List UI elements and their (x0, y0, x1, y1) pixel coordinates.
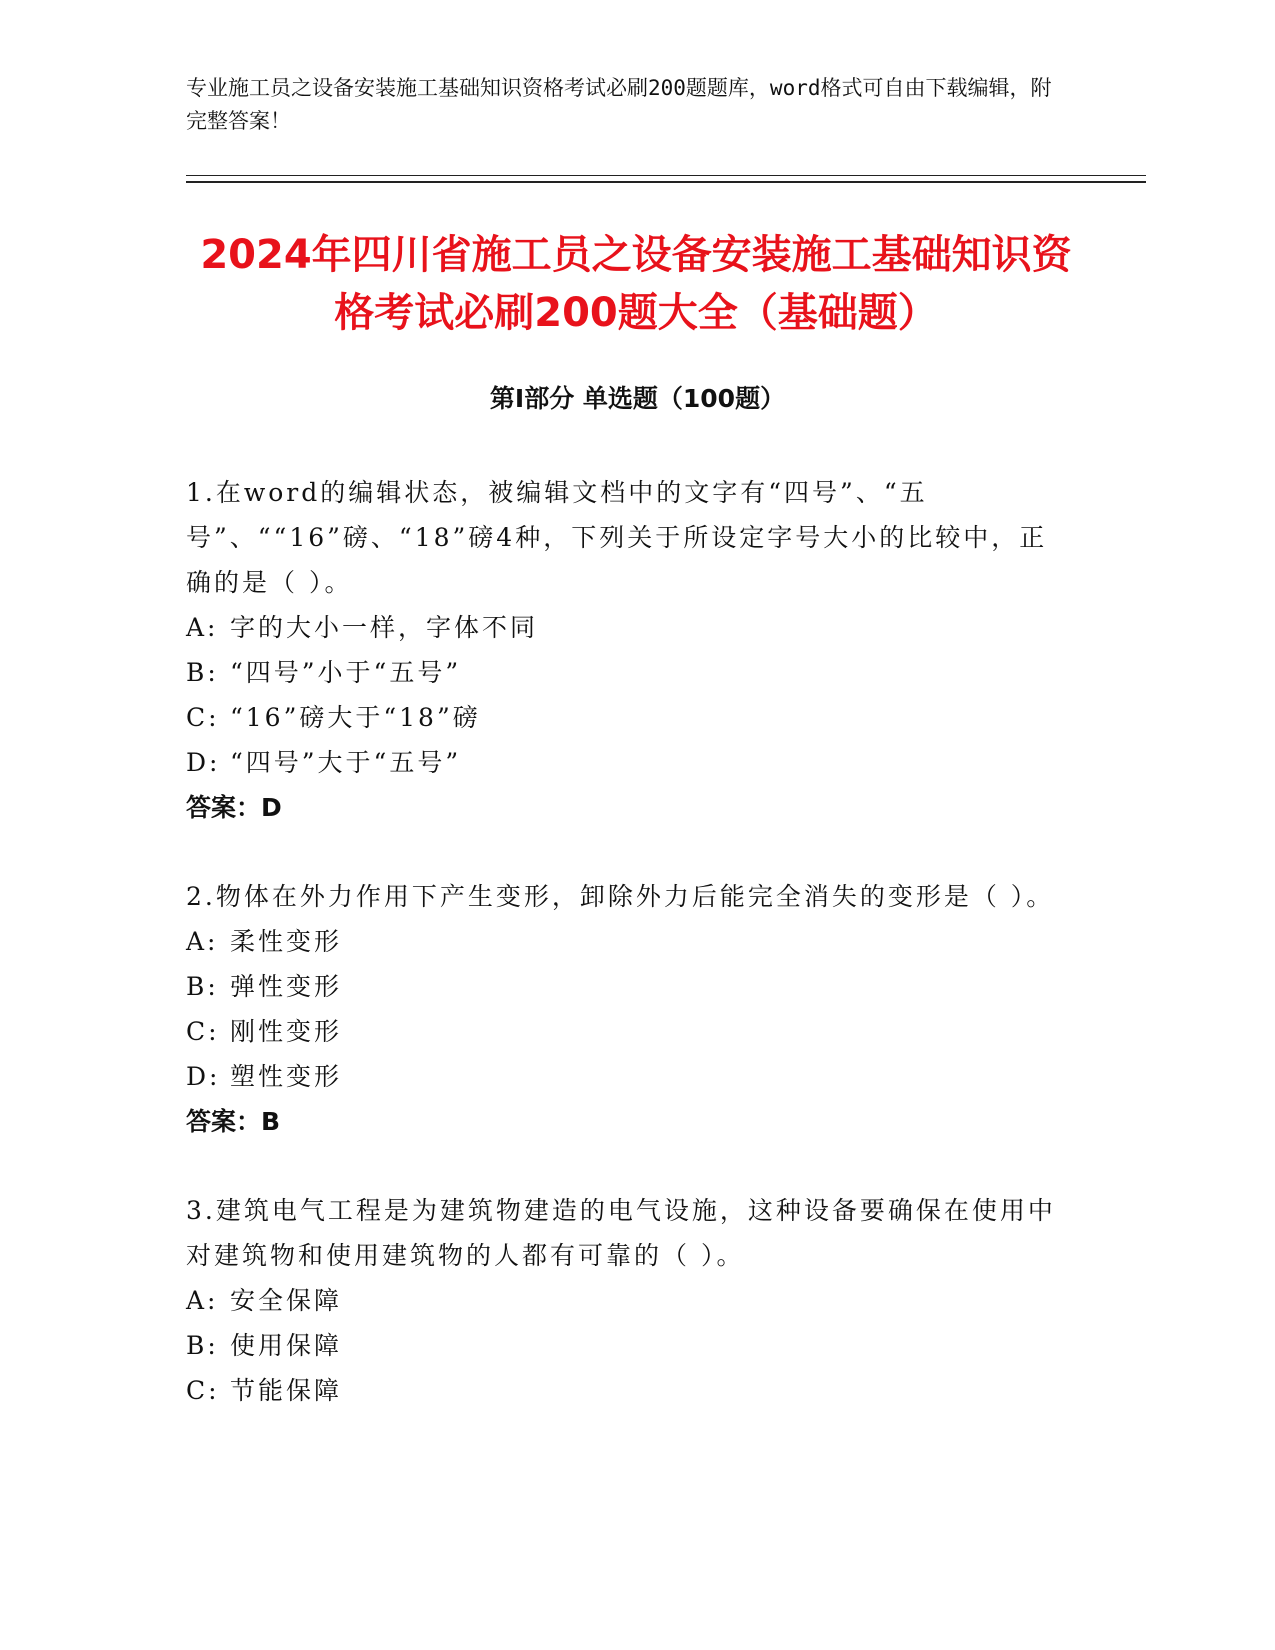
answer-value: D (261, 793, 282, 822)
option-text: 刚性变形 (230, 1017, 343, 1046)
section-heading: 第I部分 单选题（100题） (489, 384, 786, 413)
option-text: “四号”大于“五号” (230, 748, 462, 777)
option-b (186, 964, 1066, 1009)
question-stem: 1.在word的编辑状态，被编辑文档中的文字有“四号”、“五号”、““16”磅、“18”磅4种，下列关于所设定字号大小的比较中，正确的是（ ）。 (186, 478, 1048, 597)
question-2 (186, 874, 1066, 1144)
option-letter: B: (186, 972, 219, 1001)
question-1 (186, 470, 1066, 830)
option-text: 字的大小一样，字体不同 (230, 613, 539, 642)
document-title: 2024年四川省施工员之设备安装施工基础知识资格考试必刷200题大全（基础题） (200, 232, 1072, 336)
question-stem: 3.建筑电气工程是为建筑物建造的电气设施，这种设备要确保在使用中对建筑物和使用建筑物的人都有可靠的（ ）。 (186, 1196, 1056, 1270)
option-text: 使用保障 (230, 1331, 343, 1360)
option-letter: D: (186, 1062, 221, 1091)
answer-line (186, 785, 1066, 830)
option-letter: B: (186, 1331, 219, 1360)
header-rule-thin (186, 175, 1146, 176)
answer-label: 答案： (186, 1107, 262, 1136)
option-c (186, 695, 1066, 740)
option-letter: C: (186, 1017, 220, 1046)
answer-value: B (261, 1107, 281, 1136)
question-3 (186, 1188, 1066, 1413)
option-letter: C: (186, 1376, 220, 1405)
option-letter: A: (186, 1286, 219, 1315)
option-c (186, 1009, 1066, 1054)
option-a (186, 1278, 1066, 1323)
option-b (186, 650, 1066, 695)
option-text: 柔性变形 (230, 927, 343, 956)
option-letter: D: (186, 748, 221, 777)
option-letter: C: (186, 703, 220, 732)
option-text: 节能保障 (230, 1376, 343, 1405)
option-text: “四号”小于“五号” (230, 658, 462, 687)
answer-line (186, 1099, 1066, 1144)
question-stem: 2.物体在外力作用下产生变形，卸除外力后能完全消失的变形是（ ）。 (186, 882, 1055, 911)
header-note: 专业施工员之设备安装施工基础知识资格考试必刷200题题库，word格式可自由下载编辑，附完整答案！ (186, 76, 1052, 133)
answer-label: 答案： (186, 793, 262, 822)
option-c (186, 1368, 1066, 1413)
option-d (186, 1054, 1066, 1099)
header-rule-thick (186, 181, 1146, 183)
option-a (186, 605, 1066, 650)
option-b (186, 1323, 1066, 1368)
option-text: “16”磅大于“18”磅 (230, 703, 481, 732)
option-text: 安全保障 (230, 1286, 343, 1315)
question-list (186, 470, 1066, 1457)
option-d (186, 740, 1066, 785)
option-letter: A: (186, 927, 219, 956)
option-letter: A: (186, 613, 219, 642)
option-text: 弹性变形 (230, 972, 343, 1001)
option-a (186, 919, 1066, 964)
option-text: 塑性变形 (230, 1062, 343, 1091)
option-letter: B: (186, 658, 219, 687)
